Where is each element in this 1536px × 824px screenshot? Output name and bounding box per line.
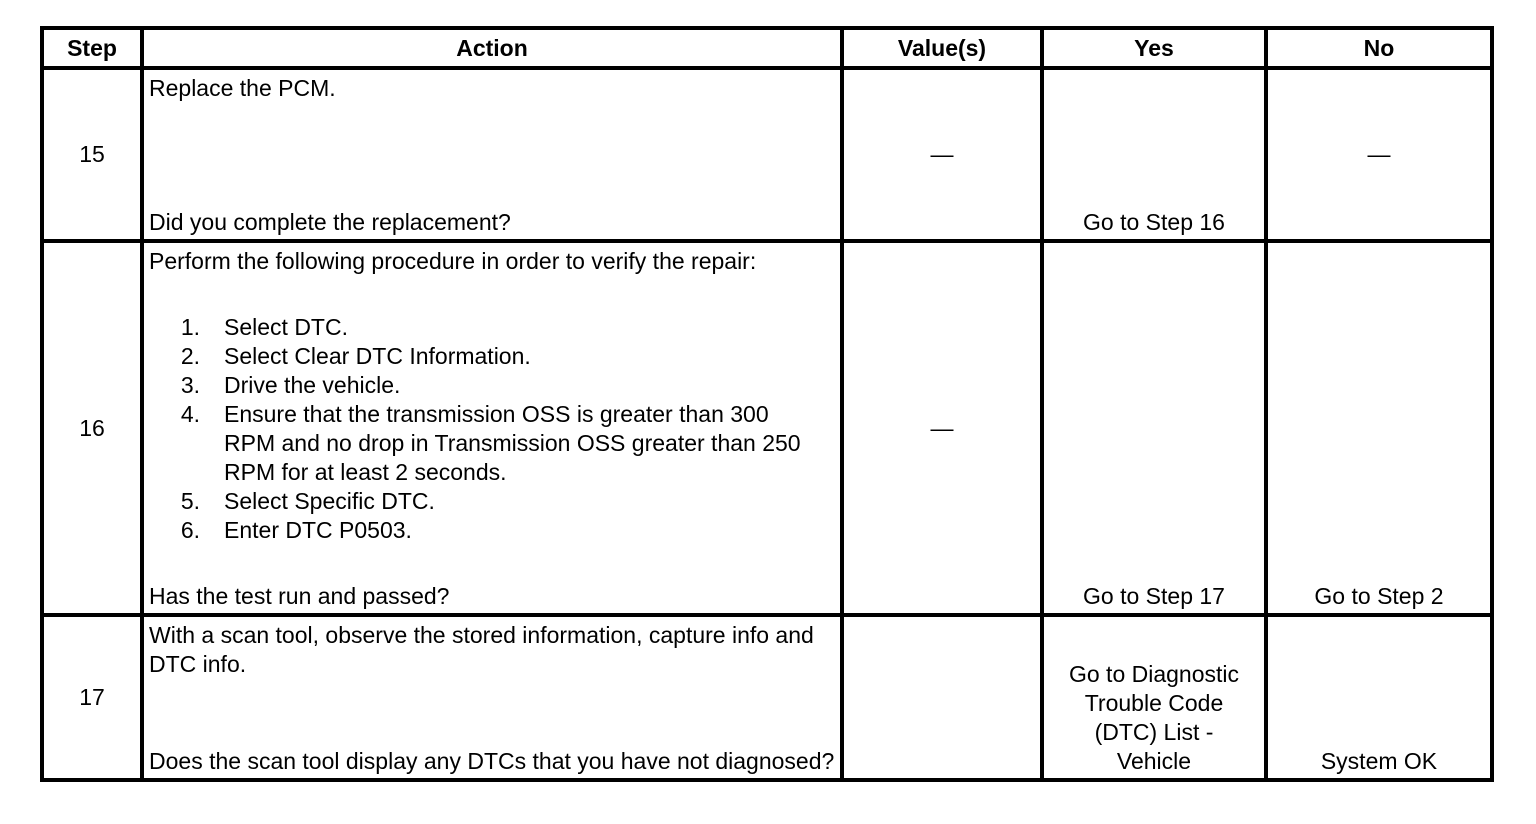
no-cell: System OK bbox=[1266, 615, 1492, 780]
list-item bbox=[149, 342, 836, 371]
list-item bbox=[149, 487, 836, 516]
list-item bbox=[149, 371, 836, 400]
procedure-list bbox=[149, 313, 836, 545]
yes-cell: Go to Diagnostic Trouble Code (DTC) List - Vehicle bbox=[1042, 615, 1266, 780]
yes-cell: Go to Step 16 bbox=[1042, 68, 1266, 241]
header-action: Action bbox=[142, 28, 842, 68]
no-cell: Go to Step 2 bbox=[1266, 241, 1492, 615]
list-item-text: Select DTC. bbox=[224, 314, 348, 340]
step-number: 17 bbox=[42, 615, 142, 780]
list-item-number: 4. bbox=[180, 401, 200, 427]
values-cell bbox=[842, 615, 1042, 780]
action-intro: Replace the PCM. bbox=[149, 75, 336, 101]
action-cell bbox=[142, 615, 842, 780]
no-cell: — bbox=[1266, 68, 1492, 241]
values-cell: — bbox=[842, 241, 1042, 615]
action-question: Does the scan tool display any DTCs that you have not diagnosed? bbox=[149, 748, 835, 774]
list-item-text: Enter DTC P0503. bbox=[224, 517, 412, 543]
action-cell bbox=[142, 68, 842, 241]
action-cell bbox=[142, 241, 842, 615]
table-row bbox=[42, 68, 1492, 241]
values-cell: — bbox=[842, 68, 1042, 241]
action-intro: Perform the following procedure in order to verify the repair: bbox=[149, 248, 757, 274]
list-item bbox=[149, 516, 836, 545]
diagnostic-table bbox=[40, 26, 1494, 782]
list-item-number: 2. bbox=[180, 343, 200, 369]
action-question: Did you complete the replacement? bbox=[149, 209, 511, 235]
yes-cell: Go to Step 17 bbox=[1042, 241, 1266, 615]
table-row bbox=[42, 615, 1492, 780]
action-question: Has the test run and passed? bbox=[149, 583, 450, 609]
list-item-number: 1. bbox=[180, 314, 200, 340]
header-no: No bbox=[1266, 28, 1492, 68]
list-item bbox=[149, 313, 836, 342]
action-intro: With a scan tool, observe the stored information, capture info and DTC info. bbox=[149, 622, 814, 677]
header-yes: Yes bbox=[1042, 28, 1266, 68]
list-item bbox=[149, 400, 836, 487]
list-item-text: Drive the vehicle. bbox=[224, 372, 401, 398]
list-item-number: 3. bbox=[180, 372, 200, 398]
header-row bbox=[42, 28, 1492, 68]
list-item-text: Select Specific DTC. bbox=[224, 488, 435, 514]
step-number: 15 bbox=[42, 68, 142, 241]
header-values: Value(s) bbox=[842, 28, 1042, 68]
header-step: Step bbox=[42, 28, 142, 68]
list-item-text: Select Clear DTC Information. bbox=[224, 343, 531, 369]
step-number: 16 bbox=[42, 241, 142, 615]
table-row bbox=[42, 241, 1492, 615]
list-item-text: Ensure that the transmission OSS is greater than 300 RPM and no drop in Transmission OSS greater than 250 RPM for at least 2 seconds. bbox=[224, 401, 801, 485]
list-item-number: 5. bbox=[180, 488, 200, 514]
list-item-number: 6. bbox=[180, 517, 200, 543]
